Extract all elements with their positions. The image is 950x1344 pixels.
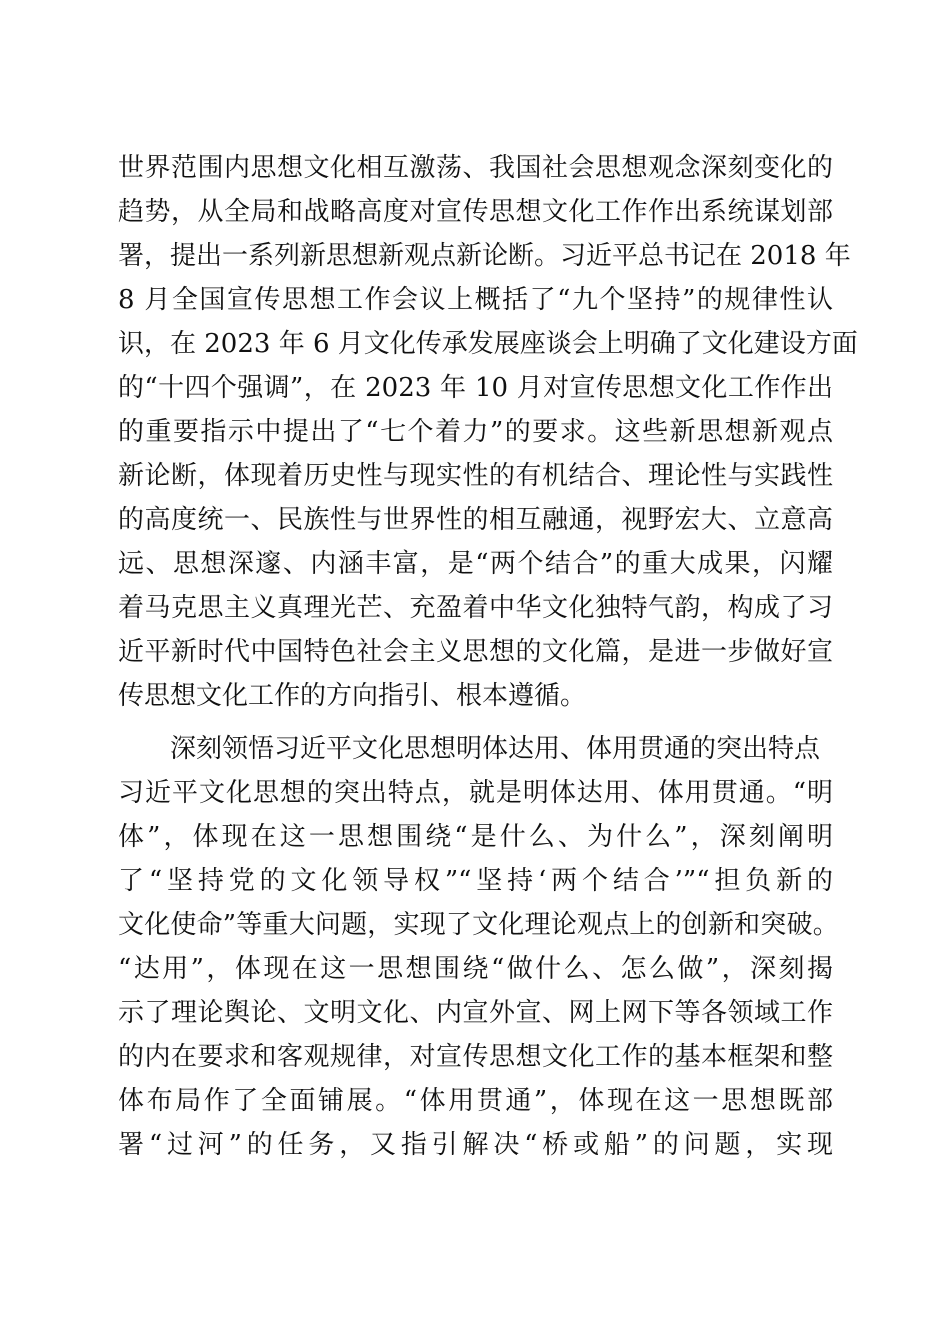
- text-line: 示了理论舆论、文明文化、内宣外宣、网上网下等各领域工作: [118, 998, 833, 1028]
- text-line: 署“过河”的任务，又指引解决“桥或船”的问题，实现: [118, 1130, 833, 1160]
- text-line: “达用”，体现在这一思想围绕“做什么、怎么做”，深刻揭: [118, 954, 833, 984]
- text-line: 识，在 2023 年 6 月文化传承发展座谈会上明确了文化建设方面: [118, 329, 858, 359]
- section-heading: 深刻领悟习近平文化思想明体达用、体用贯通的突出特点: [170, 734, 821, 764]
- text-line: 的内在要求和客观规律，对宣传思想文化工作的基本框架和整: [118, 1042, 833, 1072]
- text-line: 体”，体现在这一思想围绕“是什么、为什么”，深刻阐明: [118, 822, 833, 852]
- text-line: 了“坚持党的文化领导权”“坚持‘两个结合’”“担负新的: [118, 866, 833, 896]
- text-line: 的“十四个强调”，在 2023 年 10 月对宣传思想文化工作作出: [118, 373, 833, 403]
- text-line: 远、思想深邃、内涵丰富，是“两个结合”的重大成果，闪耀: [118, 549, 833, 579]
- text-line: 着马克思主义真理光芒、充盈着中华文化独特气韵，构成了习: [118, 593, 833, 623]
- text-line: 新论断，体现着历史性与现实性的有机结合、理论性与实践性: [118, 461, 833, 491]
- text-line: 文化使命”等重大问题，实现了文化理论观点上的创新和突破。: [118, 910, 839, 940]
- text-line: 的高度统一、民族性与世界性的相互融通，视野宏大、立意高: [118, 505, 833, 535]
- text-line: 世界范围内思想文化相互激荡、我国社会思想观念深刻变化的: [118, 153, 833, 183]
- text-line: 趋势，从全局和战略高度对宣传思想文化工作作出系统谋划部: [118, 197, 833, 227]
- text-line: 署，提出一系列新思想新观点新论断。习近平总书记在 2018 年: [118, 241, 851, 271]
- text-line: 近平新时代中国特色社会主义思想的文化篇，是进一步做好宣: [118, 637, 833, 667]
- text-line: 体布局作了全面铺展。“体用贯通”，体现在这一思想既部: [118, 1086, 833, 1116]
- text-line: 8 月全国宣传思想工作会议上概括了“九个坚持”的规律性认: [118, 285, 833, 315]
- paragraph-1: [118, 146, 858, 718]
- text-line: 的重要指示中提出了“七个着力”的要求。这些新思想新观点: [118, 417, 833, 447]
- text-line: 传思想文化工作的方向指引、根本遵循。: [118, 681, 587, 711]
- paragraph-2: [118, 727, 839, 1167]
- text-line: 习近平文化思想的突出特点，就是明体达用、体用贯通。“明: [118, 778, 833, 808]
